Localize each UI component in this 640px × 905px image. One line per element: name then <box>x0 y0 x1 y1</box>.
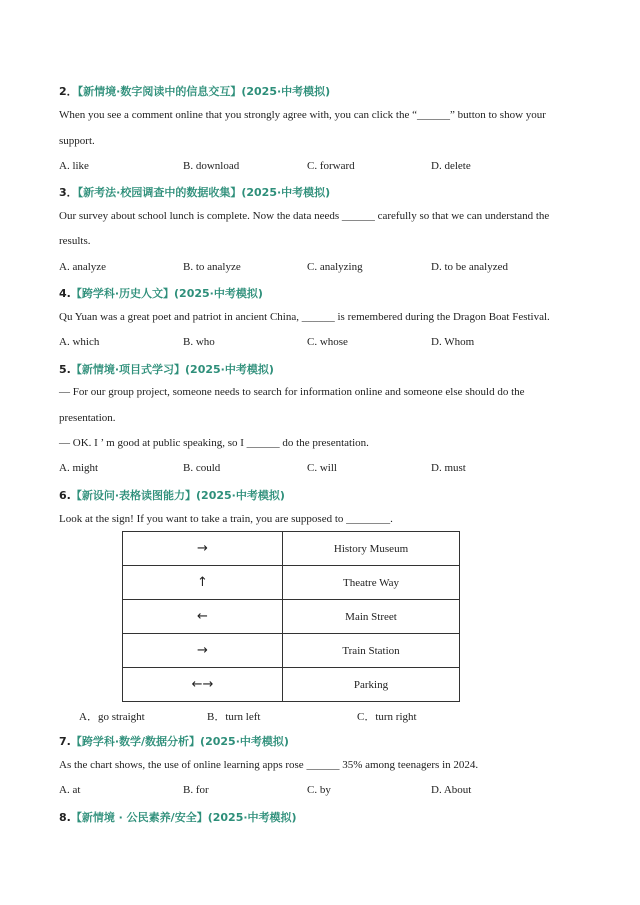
question-2-option-c[interactable]: C. forward <box>307 160 355 172</box>
question-tag: 【新情境·项目式学习】 <box>70 363 186 376</box>
question-7-option-a[interactable]: A. at <box>59 784 81 796</box>
question-5-title <box>59 361 274 377</box>
question-source: (2025·中考模拟) <box>174 287 263 300</box>
question-tag: 【新情境·数字阅读中的信息交互】 <box>77 85 242 98</box>
question-4-text-line-1: Qu Yuan was a great poet and patriot in ancient China, ______ is remembered during the Dragon Boat Festival. <box>59 311 550 323</box>
question-7-title <box>59 733 289 749</box>
question-3-option-b[interactable]: B. to analyze <box>183 261 241 273</box>
question-3-option-a[interactable]: A. analyze <box>59 261 107 273</box>
arrow-left-right-icon: ←→ <box>123 668 283 702</box>
question-source: (2025·中考模拟) <box>196 489 285 502</box>
question-5-option-d[interactable]: D. must <box>431 462 466 474</box>
sign-row <box>123 566 460 600</box>
question-6-text-line-1: Look at the sign! If you want to take a train, you are supposed to ________. <box>59 513 393 525</box>
question-7-option-b[interactable]: B. for <box>183 784 209 796</box>
question-3-option-d[interactable]: D. to be analyzed <box>431 261 508 273</box>
sign-row <box>123 532 460 566</box>
question-6-option-a[interactable]: A．go straight <box>79 711 145 723</box>
question-number: 2． <box>59 85 78 98</box>
sign-place: Theatre Way <box>283 566 460 600</box>
question-4-option-b[interactable]: B. who <box>183 336 215 348</box>
sign-row <box>123 600 460 634</box>
question-5-option-c[interactable]: C. will <box>307 462 337 474</box>
question-number: 8. <box>59 811 71 824</box>
question-tag: 【新情境 · 公民素养/安全】 <box>70 811 208 824</box>
question-source: (2025·中考模拟) <box>200 735 289 748</box>
question-2-option-d[interactable]: D. delete <box>431 160 471 172</box>
question-3-title <box>59 184 330 200</box>
sign-place: History Museum <box>283 532 460 566</box>
question-5-text-line-2: presentation. <box>59 412 116 424</box>
question-7-option-c[interactable]: C. by <box>307 784 331 796</box>
question-8-title <box>59 809 297 825</box>
question-number: 3． <box>59 186 78 199</box>
question-4-option-a[interactable]: A. which <box>59 336 100 348</box>
question-tag: 【跨学科·数学/数据分析】 <box>70 735 201 748</box>
question-tag: 【新设问·表格读图能力】 <box>70 489 197 502</box>
arrow-right-icon: → <box>123 634 283 668</box>
question-4-title <box>59 285 263 301</box>
question-source: (2025·中考模拟) <box>207 811 297 824</box>
question-2-option-a[interactable]: A. like <box>59 160 89 172</box>
sign-place: Parking <box>283 668 460 702</box>
question-number: 7. <box>59 735 71 748</box>
question-3-option-c[interactable]: C. analyzing <box>307 261 363 273</box>
question-number: 6. <box>59 489 71 502</box>
question-source: (2025·中考模拟) <box>185 363 274 376</box>
question-3-text-line-2: results. <box>59 235 91 247</box>
arrow-left-icon: ← <box>123 600 283 634</box>
question-source: (2025·中考模拟) <box>241 186 331 199</box>
question-2-title <box>59 83 330 99</box>
question-tag: 【跨学科·历史人文】 <box>70 287 175 300</box>
question-3-text-line-1: Our survey about school lunch is complete. Now the data needs ______ carefully so that we can understand the <box>59 210 550 222</box>
question-6-title <box>59 487 285 503</box>
question-7-text-line-1: As the chart shows, the use of online learning apps rose ______ 35% among teenagers in 2024. <box>59 759 479 771</box>
question-number: 4. <box>59 287 71 300</box>
question-4-option-d[interactable]: D. Whom <box>431 336 475 348</box>
sign-place: Train Station <box>283 634 460 668</box>
question-number: 5. <box>59 363 71 376</box>
question-6-option-b[interactable]: B．turn left <box>207 711 261 723</box>
question-2-text-line-2: support. <box>59 135 95 147</box>
sign-place: Main Street <box>283 600 460 634</box>
question-6-option-c[interactable]: C．turn right <box>357 711 417 723</box>
question-5-text-line-3: — OK. I ’ m good at public speaking, so I ______ do the presentation. <box>59 437 369 449</box>
question-7-option-d[interactable]: D. About <box>431 784 472 796</box>
question-2-option-b[interactable]: B. download <box>183 160 240 172</box>
sign-row <box>123 634 460 668</box>
sign-table <box>122 531 460 702</box>
question-5-option-b[interactable]: B. could <box>183 462 221 474</box>
sign-row <box>123 668 460 702</box>
arrow-up-icon: ↑ <box>123 566 283 600</box>
question-2-text-line-1: When you see a comment online that you strongly agree with, you can click the “______” button to show your <box>59 109 546 121</box>
question-4-option-c[interactable]: C. whose <box>307 336 348 348</box>
question-5-text-line-1: — For our group project, someone needs to search for information online and someone else should do the <box>59 386 525 398</box>
question-source: (2025·中考模拟) <box>241 85 331 98</box>
question-tag: 【新考法·校园调查中的数据收集】 <box>77 186 242 199</box>
arrow-right-icon: → <box>123 532 283 566</box>
question-5-option-a[interactable]: A. might <box>59 462 99 474</box>
